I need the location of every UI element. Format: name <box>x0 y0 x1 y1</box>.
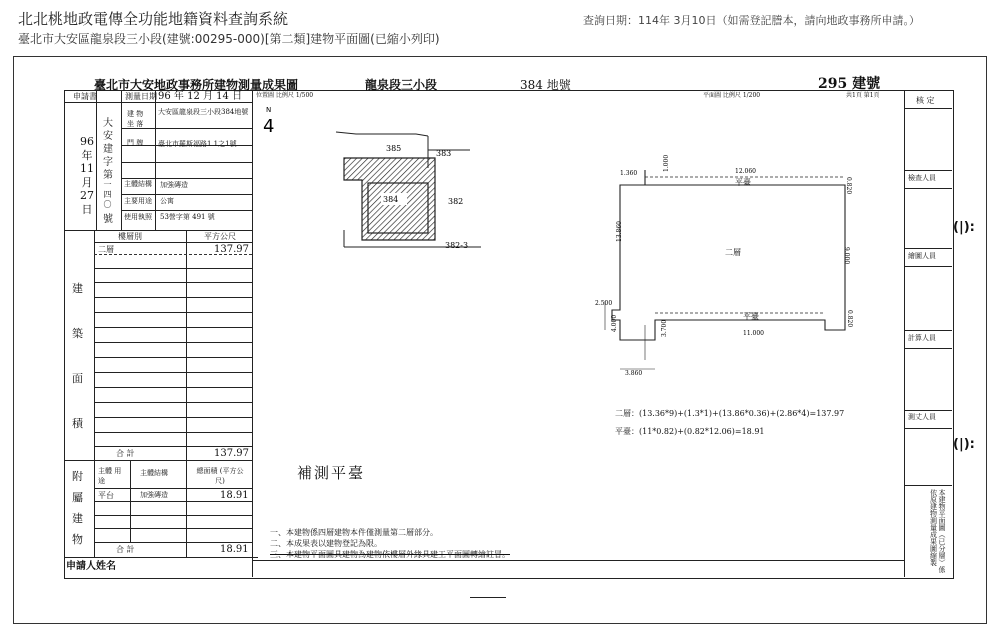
dim-0820b: 0.820 <box>846 310 853 328</box>
svg-text:N: N <box>266 106 272 114</box>
terrace-top-label: 平臺 <box>735 178 751 187</box>
location-map <box>256 100 506 270</box>
door-label: 門 牌 <box>127 139 144 147</box>
survey-date-label: 測量日期 <box>125 92 157 101</box>
doc-number: 一四〇 <box>103 180 112 210</box>
supplement-label: 補測平臺 <box>297 464 366 482</box>
attached-structure: 加強磚造 <box>140 491 168 499</box>
scan-mark <box>470 597 506 598</box>
room-label: 二層 <box>725 248 741 257</box>
area-col-header: 平方公尺 <box>204 232 236 241</box>
lot-385-label: 385 <box>386 144 402 153</box>
lot-384-label: 384 <box>383 195 399 204</box>
location-label: 坐 落 <box>127 120 144 128</box>
draw-label: 繪圖人員 <box>908 252 936 260</box>
location-value: 大安區龍泉段三小段384地號 <box>158 108 249 116</box>
floor-plan <box>585 155 875 385</box>
svg-text:4: 4 <box>263 116 275 137</box>
attached-sum-value: 18.91 <box>220 544 249 555</box>
attached-structure-label: 主體結構 <box>140 469 168 477</box>
right-note: 本建物平面圖（已分層）係依原建物測量成果圖縮製 <box>929 489 946 573</box>
attached-name: 平台 <box>98 491 114 500</box>
system-title: 北北桃地政電傳全功能地籍資料查詢系統 <box>18 10 289 28</box>
attached-vertical: 附 屬 建 物 <box>72 470 83 546</box>
check-label: 檢查人員 <box>908 174 936 182</box>
dim-12060: 12.060 <box>735 168 756 175</box>
attached-area: 18.91 <box>220 490 249 501</box>
calc-label: 計算人員 <box>908 334 936 342</box>
floor-area-formula: 二層：(13.36*9)+(1.3*1)+(13.86*0.36)+(2.86*4)=137.97 <box>615 409 845 418</box>
lot-383-label: 383 <box>436 149 452 158</box>
attached-sum-label: 合 計 <box>116 545 135 554</box>
terrace-area-formula: 平臺：(11*0.82)+(0.82*12.06)=18.91 <box>615 427 765 436</box>
lot-382-label: 382 <box>448 197 464 206</box>
plan-page: 共1頁 第1頁 <box>846 92 880 99</box>
review-label: 核 定 <box>916 96 935 105</box>
floor-area: 137.97 <box>214 244 249 255</box>
floor-name: 二層 <box>98 245 114 254</box>
applicant-label: 申請人姓名 <box>66 561 116 572</box>
binding-mark-bottom: (|): <box>953 437 975 452</box>
dim-3860: 3.860 <box>625 370 643 377</box>
doc-number-suffix: 號 <box>103 214 113 225</box>
structure-label: 主體結構 <box>124 180 152 188</box>
sheet-lot: 384 地號 <box>520 78 571 92</box>
dim-1360: 1.360 <box>620 170 638 177</box>
permit-label: 使用執照 <box>124 213 152 221</box>
terrace-bottom-label: 平臺 <box>743 312 759 321</box>
door-value: 臺北市羅斯福路1 1之1號 <box>158 140 237 148</box>
binding-mark-top: (|): <box>953 220 975 235</box>
permit-value: 53營字第 491 號 <box>160 213 215 221</box>
building-area-vertical: 建 築 面 積 <box>72 282 83 430</box>
sum-label: 合 計 <box>116 449 135 458</box>
sheet-title: 臺北市大安地政事務所建物測量成果圖 <box>94 78 299 92</box>
dim-2500: 2.500 <box>595 300 613 307</box>
use-value: 公寓 <box>160 197 174 205</box>
query-date: 查詢日期：114年 3月10日（如需登記謄本，請向地政事務所申請。） <box>583 14 920 27</box>
note-2: 二、本成果表以建物登記為限。 <box>270 539 382 548</box>
dim-1000-top: 1.000 <box>663 155 670 172</box>
north-arrow <box>263 106 274 137</box>
lot-382-3-label: 382-3 <box>445 241 469 250</box>
note-3: 三、本建物平面圖具建物為建物依樓層外緣具建工平面圖轉繪註冒。 <box>270 550 510 559</box>
plan-label: 平面圖 比例尺 1/200 <box>703 92 761 99</box>
building-label: 建 物 <box>127 110 144 118</box>
sheet-building-no: 295 建號 <box>818 76 881 92</box>
doc-date-vertical: 96 年 11 月 27 日 <box>80 135 94 216</box>
note-1: 一、本建物係四層建物本件僅測量第二層部分。 <box>270 528 438 537</box>
structure-value: 加強磚造 <box>160 181 188 189</box>
survey-label: 測丈人員 <box>908 413 936 421</box>
use-label: 主要用途 <box>124 197 152 205</box>
location-map-label: 位置圖 比例尺 1/500 <box>256 92 314 99</box>
layer-col-header: 樓層別 <box>118 232 142 241</box>
sum-value: 137.97 <box>214 448 249 459</box>
dim-4000: 4.000 <box>611 314 618 332</box>
dim-0820: 0.820 <box>845 177 852 195</box>
doc-chars: 大 安 建 字 第 <box>103 118 113 181</box>
dim-13860: 13.860 <box>616 221 623 242</box>
attached-main-label: 主體 用途 <box>98 467 122 485</box>
document-subtitle: 臺北市大安區龍泉段三小段(建號:00295-000)[第二類]建物平面圖(已縮小列印) <box>18 32 440 46</box>
dim-9000: 9.000 <box>843 247 850 265</box>
dim-3700: 3.700 <box>661 319 668 337</box>
sheet-section: 龍泉段三小段 <box>365 78 438 92</box>
attached-area-label: 總面積 (平方公尺) <box>196 467 244 485</box>
survey-date-value: 96 年 12 月 14 日 <box>158 91 243 102</box>
apply-label: 申請書 <box>73 92 97 101</box>
dim-11000: 11.000 <box>743 330 764 337</box>
